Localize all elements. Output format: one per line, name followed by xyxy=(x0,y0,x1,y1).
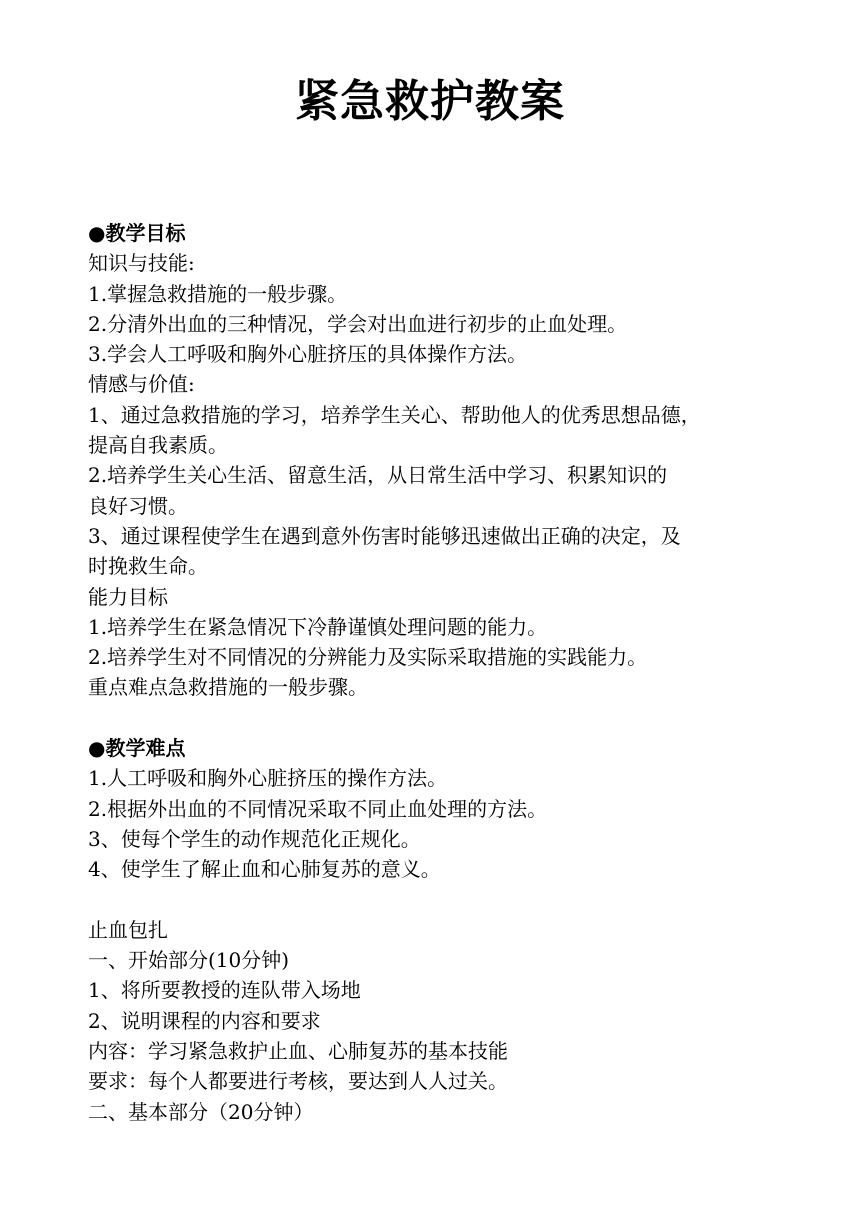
section-heading-teaching-objectives: ●教学目标 xyxy=(88,221,186,245)
lesson-line: 2、说明课程的内容和要求 xyxy=(88,1008,321,1033)
objectives-line: 时挽救生命。 xyxy=(88,554,208,579)
objectives-line: 3、通过课程使学生在遇到意外伤害时能够迅速做出正确的决定，及 xyxy=(88,523,681,548)
objectives-line: 1、通过急救措施的学习，培养学生关心、帮助他人的优秀思想品德， xyxy=(88,402,701,427)
difficulties-line: 3、使每个学生的动作规范化正规化。 xyxy=(88,826,421,851)
paragraph-spacer xyxy=(88,885,788,915)
lesson-line: 止血包扎 xyxy=(88,917,168,942)
objectives-line: 良好习惯。 xyxy=(88,493,188,518)
lesson-line: 一、开始部分(10分钟) xyxy=(88,948,290,973)
lesson-line: 要求：每个人都要进行考核，要达到人人过关。 xyxy=(88,1069,508,1094)
lesson-line: 二、基本部分（20分钟） xyxy=(88,1099,314,1124)
objectives-line: 2.分清外出血的三种情况，学会对出血进行初步的止血处理。 xyxy=(88,311,628,336)
lesson-line: 1、将所要教授的连队带入场地 xyxy=(88,978,361,1003)
objectives-line: 能力目标 xyxy=(88,584,168,609)
objectives-line: 1.培养学生在紧急情况下冷静谨慎处理问题的能力。 xyxy=(88,614,548,639)
objectives-line: 1.掌握急救措施的一般步骤。 xyxy=(88,281,348,306)
objectives-line: 重点难点急救措施的一般步骤。 xyxy=(88,675,368,700)
objectives-line: 2.培养学生对不同情况的分辨能力及实际采取措施的实践能力。 xyxy=(88,645,648,670)
lesson-line: 内容：学习紧急救护止血、心肺复苏的基本技能 xyxy=(88,1039,508,1064)
objectives-line: 知识与技能: xyxy=(88,251,195,276)
objectives-line: 情感与价值: xyxy=(88,372,195,397)
document-body xyxy=(88,218,788,1127)
difficulties-line: 2.根据外出血的不同情况采取不同止血处理的方法。 xyxy=(88,796,548,821)
paragraph-spacer xyxy=(88,703,788,733)
objectives-line: 提高自我素质。 xyxy=(88,433,228,458)
document-title: 紧急救护教案 xyxy=(295,76,565,127)
objectives-line: 3.学会人工呼吸和胸外心脏挤压的具体操作方法。 xyxy=(88,342,528,367)
objectives-line: 2.培养学生关心生活、留意生活，从日常生活中学习、积累知识的 xyxy=(88,463,668,488)
section-heading-teaching-difficulties: ●教学难点 xyxy=(88,736,186,761)
difficulties-line: 1.人工呼吸和胸外心脏挤压的操作方法。 xyxy=(88,766,448,791)
difficulties-line: 4、使学生了解止血和心肺复苏的意义。 xyxy=(88,857,441,882)
